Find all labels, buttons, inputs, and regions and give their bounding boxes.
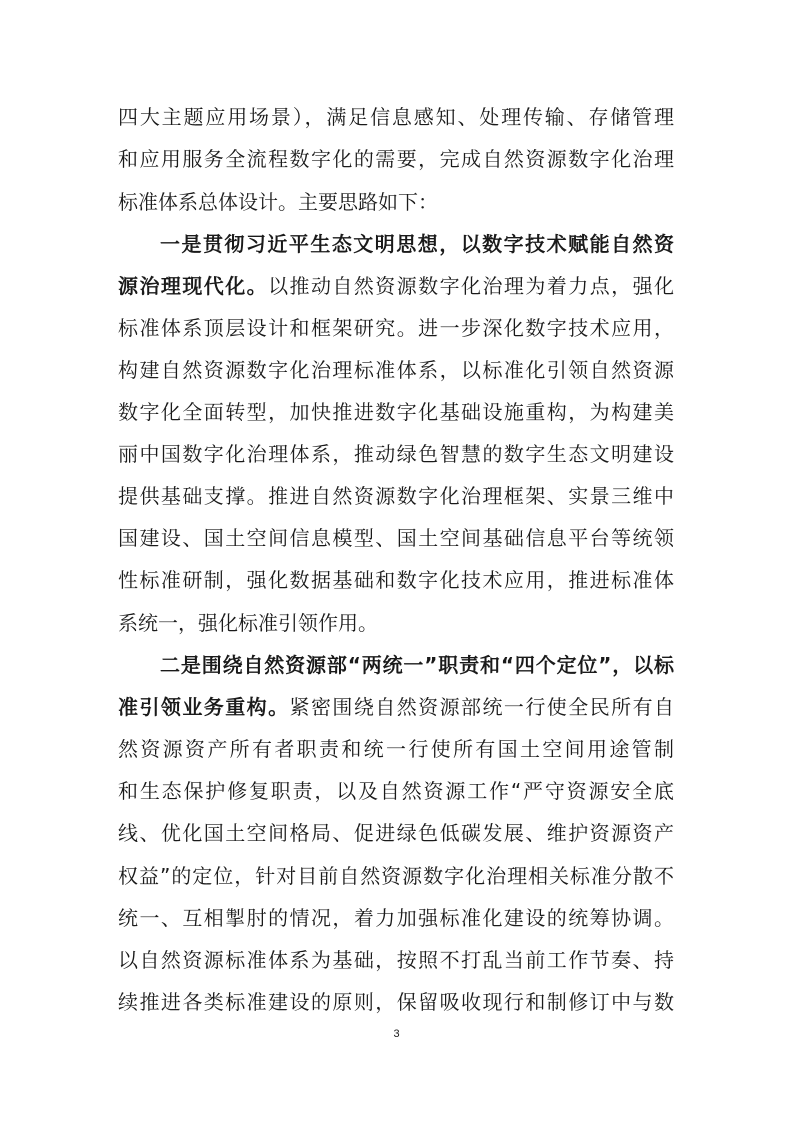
body-text-segment: 构建自然资源数字化治理标准体系，以标准化引领自然资源 xyxy=(118,358,674,382)
text-line xyxy=(118,518,674,558)
bold-heading-text: 二是围绕自然资源部“两统一”职责和“四个定位”，以标 xyxy=(160,653,674,677)
body-text-segment: 数字化全面转型，加快推进数字化基础设施重构，为构建美 xyxy=(118,400,674,424)
text-line xyxy=(118,729,674,769)
text-line xyxy=(118,266,674,306)
text-line xyxy=(118,898,674,938)
bold-heading-text: 准引领业务重构。 xyxy=(118,695,290,719)
bold-heading-text: 源治理现代化。 xyxy=(118,274,269,298)
text-line xyxy=(118,856,674,896)
body-text-segment: 统一、互相掣肘的情况，着力加强标准化建设的统筹协调。 xyxy=(118,906,674,930)
body-text-segment: 以推动自然资源数字化治理为着力点，强化 xyxy=(268,274,675,298)
text-line xyxy=(118,813,674,853)
body-text-segment: 和应用服务全流程数字化的需要，完成自然资源数字化治理 xyxy=(118,147,674,171)
body-text-segment: 性标准研制，强化数据基础和数字化技术应用，推进标准体 xyxy=(118,568,674,592)
body-text-segment: 紧密围绕自然资源部统一行使全民所有自 xyxy=(289,695,675,719)
body-text-segment: 和生态保护修复职责，以及自然资源工作“严守资源安全底 xyxy=(118,779,674,803)
text-line xyxy=(118,350,674,390)
text-line xyxy=(118,560,674,600)
text-line xyxy=(118,940,674,980)
body-text-segment: 线、优化国土空间格局、促进绿色低碳发展、维护资源资产 xyxy=(118,821,674,845)
text-line xyxy=(118,139,674,179)
body-text-segment: 提供基础支撑。推进自然资源数字化治理框架、实景三维中 xyxy=(118,484,674,508)
body-text-segment: 然资源资产所有者职责和统一行使所有国土空间用途管制 xyxy=(118,737,674,761)
text-line xyxy=(160,645,674,685)
text-line xyxy=(118,771,674,811)
text-line xyxy=(118,308,674,348)
body-text-segment: 系统一，强化标准引领作用。 xyxy=(118,611,378,635)
body-text-segment: 四大主题应用场景），满足信息感知、处理传输、存储管理 xyxy=(118,105,674,129)
page-number: 3 xyxy=(393,1028,400,1040)
body-text-segment: 权益”的定位，针对目前自然资源数字化治理相关标准分散不 xyxy=(118,864,674,888)
text-line xyxy=(118,982,674,1022)
text-line xyxy=(118,182,674,222)
body-text-segment: 国建设、国土空间信息模型、国土空间基础信息平台等统领 xyxy=(118,526,674,550)
body-text-segment: 续推进各类标准建设的原则，保留吸收现行和制修订中与数 xyxy=(118,990,674,1014)
text-line xyxy=(160,224,674,264)
text-line xyxy=(118,603,674,643)
text-line xyxy=(118,392,674,432)
text-line xyxy=(118,687,674,727)
body-text-segment: 丽中国数字化治理体系，推动绿色智慧的数字生态文明建设 xyxy=(118,442,674,466)
text-line xyxy=(118,97,674,137)
bold-heading-text: 一是贯彻习近平生态文明思想，以数字技术赋能自然资 xyxy=(160,232,674,256)
body-text-segment: 以自然资源标准体系为基础，按照不打乱当前工作节奏、持 xyxy=(118,948,674,972)
body-text-segment: 标准体系总体设计。主要思路如下： xyxy=(118,190,438,214)
body-text-segment: 标准体系顶层设计和框架研究。进一步深化数字技术应用， xyxy=(118,316,674,340)
text-line xyxy=(118,434,674,474)
text-line xyxy=(118,476,674,516)
